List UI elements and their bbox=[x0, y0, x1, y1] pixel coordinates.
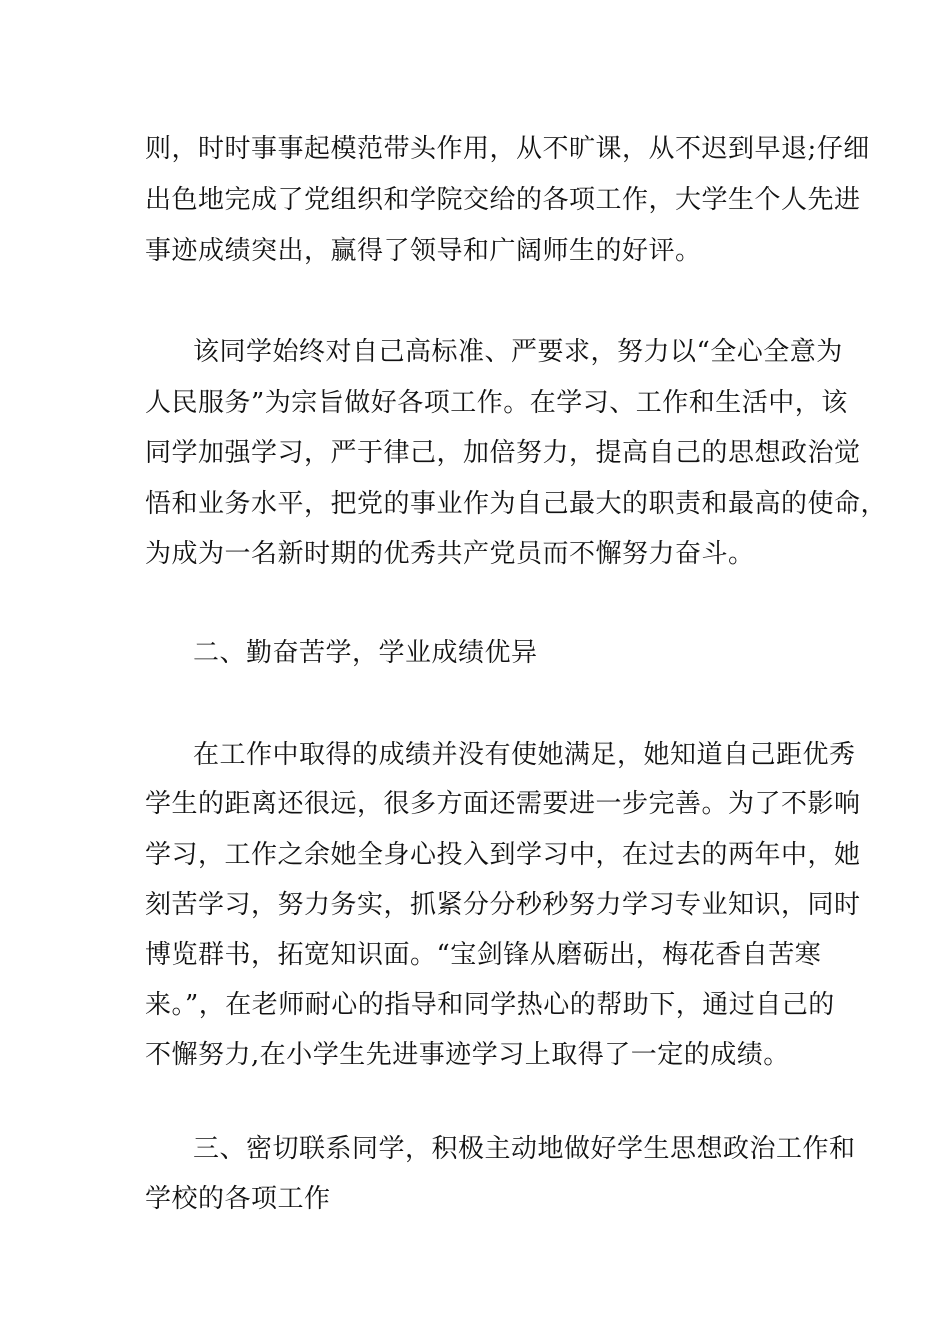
text-line: 刻苦学习，努力务实，抓紧分分秒秒努力学习专业知识，同时 bbox=[145, 890, 861, 920]
text-line: 在工作中取得的成绩并没有使她满足，她知道自己距优秀 bbox=[193, 740, 856, 770]
text-line: 悟和业务水平，把党的事业作为自己最大的职责和最高的使命， bbox=[145, 489, 888, 519]
section-heading: 二、勤奋苦学，学业成绩优异 bbox=[193, 638, 538, 668]
section-heading-continuation: 学校的各项工作 bbox=[145, 1184, 331, 1214]
text-line: 该同学始终对自己高标准、严要求，努力以“全心全意为 bbox=[193, 337, 843, 367]
text-line: 来。”，在老师耐心的指导和同学热心的帮助下，通过自己的 bbox=[145, 990, 835, 1020]
text-line: 则，时时事事起模范带头作用，从不旷课，从不迟到早退;仔细 bbox=[145, 134, 870, 164]
text-line: 为成为一名新时期的优秀共产党员而不懈努力奋斗。 bbox=[145, 539, 755, 569]
text-line: 学生的距离还很远，很多方面还需要进一步完善。为了不影响 bbox=[145, 789, 861, 819]
text-line: 出色地完成了党组织和学院交给的各项工作，大学生个人先进 bbox=[145, 185, 861, 215]
text-line: 博览群书，拓宽知识面。“宝剑锋从磨砺出，梅花香自苦寒 bbox=[145, 940, 822, 970]
text-line: 不懈努力,在小学生先进事迹学习上取得了一定的成绩。 bbox=[145, 1040, 790, 1070]
text-line: 事迹成绩突出，赢得了领导和广阔师生的好评。 bbox=[145, 236, 702, 266]
text-line: 学习，工作之余她全身心投入到学习中，在过去的两年中，她 bbox=[145, 840, 861, 870]
section-heading: 三、密切联系同学，积极主动地做好学生思想政治工作和 bbox=[193, 1134, 856, 1164]
text-line: 人民服务”为宗旨做好各项工作。在学习、工作和生活中，该 bbox=[145, 388, 848, 418]
text-line: 同学加强学习，严于律己，加倍努力，提高自己的思想政治觉 bbox=[145, 438, 861, 468]
